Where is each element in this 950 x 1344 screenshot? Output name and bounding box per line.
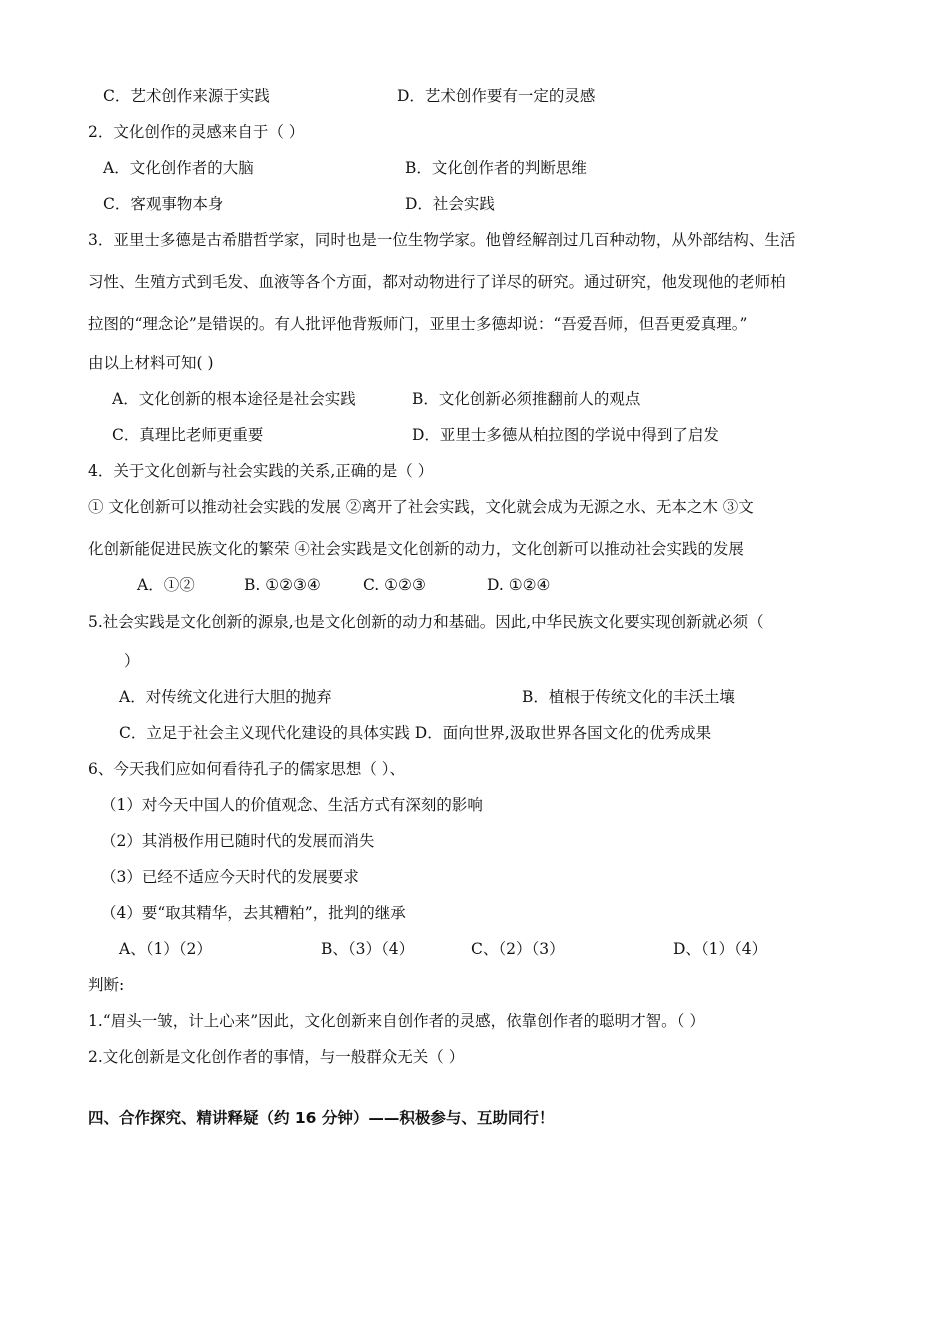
q4-option-b: B. ①②③④: [244, 576, 321, 594]
q4-option-a: A．①②: [137, 576, 195, 594]
q5-option-a: A．对传统文化进行大胆的抛弃: [119, 688, 332, 706]
judge-heading: 判断:: [88, 976, 125, 994]
q3-option-b: B．文化创新必须推翻前人的观点: [412, 390, 641, 408]
q4-statements-line-2: 化创新能促进民族文化的繁荣 ④社会实践是文化创新的动力，文化创新可以推动社会实践的发展: [88, 540, 744, 558]
q1-option-c: C．艺术创作来源于实践: [103, 87, 270, 105]
q3-option-c: C．真理比老师更重要: [112, 426, 264, 444]
q6-item-3: （3）已经不适应今天时代的发展要求: [101, 868, 359, 886]
q2-option-c: C．客观事物本身: [103, 195, 224, 213]
q2-option-b: B．文化创作者的判断思维: [405, 159, 587, 177]
q5-option-b: B．植根于传统文化的丰沃土壤: [522, 688, 735, 706]
q4-stem: 4．关于文化创新与社会实践的关系,正确的是（ ）: [88, 462, 434, 480]
q6-option-b: B、（3）（4）: [321, 940, 415, 958]
q2-stem: 2．文化创作的灵感来自于（ ）: [88, 123, 305, 141]
judge-item-1: 1.“眉头一皱，计上心来”因此，文化创新来自创作者的灵感，依靠创作者的聪明才智。（ ）: [88, 1012, 705, 1030]
q2-option-a: A．文化创作者的大脑: [103, 159, 254, 177]
q3-option-d: D．亚里士多德从柏拉图的学说中得到了启发: [412, 426, 719, 444]
q6-option-d: D、（1）（4）: [673, 940, 768, 958]
q4-option-c: C. ①②③: [363, 576, 426, 594]
q2-option-d: D．社会实践: [405, 195, 495, 213]
q3-stem-line-4: 由以上材料可知( ): [88, 354, 214, 372]
section-4-title: 四、合作探究、精讲释疑（约 16 分钟）——积极参与、互助同行！: [88, 1109, 555, 1127]
q3-stem-line-3: 拉图的“理念论”是错误的。有人批评他背叛师门，亚里士多德却说：“吾爱吾师，但吾更爱真理。”: [88, 315, 748, 333]
judge-item-2: 2.文化创新是文化创作者的事情，与一般群众无关（ ）: [88, 1048, 465, 1066]
q4-statements-line-1: ① 文化创新可以推动社会实践的发展 ②离开了社会实践，文化就会成为无源之水、无本之木 ③文: [88, 498, 754, 516]
q4-option-d: D. ①②④: [487, 576, 551, 594]
q6-option-c: C、（2）（3）: [471, 940, 565, 958]
q6-option-a: A、（1）（2）: [119, 940, 212, 958]
q6-item-1: （1）对今天中国人的价值观念、生活方式有深刻的影响: [101, 796, 483, 814]
q1-option-d: D．艺术创作要有一定的灵感: [397, 87, 596, 105]
q6-item-2: （2）其消极作用已随时代的发展而消失: [101, 832, 375, 850]
q3-option-a: A．文化创新的根本途径是社会实践: [112, 390, 356, 408]
q5-stem-line-2: ）: [124, 652, 140, 670]
q5-stem-line-1: 5.社会实践是文化创新的源泉,也是文化创新的动力和基础。因此,中华民族文化要实现创新就必须（: [88, 613, 764, 631]
q3-stem-line-2: 习性、生殖方式到毛发、血液等各个方面，都对动物进行了详尽的研究。通过研究，他发现他的老师柏: [88, 273, 786, 291]
q6-item-4: （4）要“取其精华，去其糟粕”，批判的继承: [101, 904, 406, 922]
q5-options-c-d: C．立足于社会主义现代化建设的具体实践 D．面向世界,汲取世界各国文化的优秀成果: [119, 724, 712, 742]
q6-stem: 6、今天我们应如何看待孔子的儒家思想（ ）、: [88, 760, 406, 778]
q3-stem-line-1: 3．亚里士多德是古希腊哲学家，同时也是一位生物学家。他曾经解剖过几百种动物，从外部结构、生活: [88, 231, 796, 249]
